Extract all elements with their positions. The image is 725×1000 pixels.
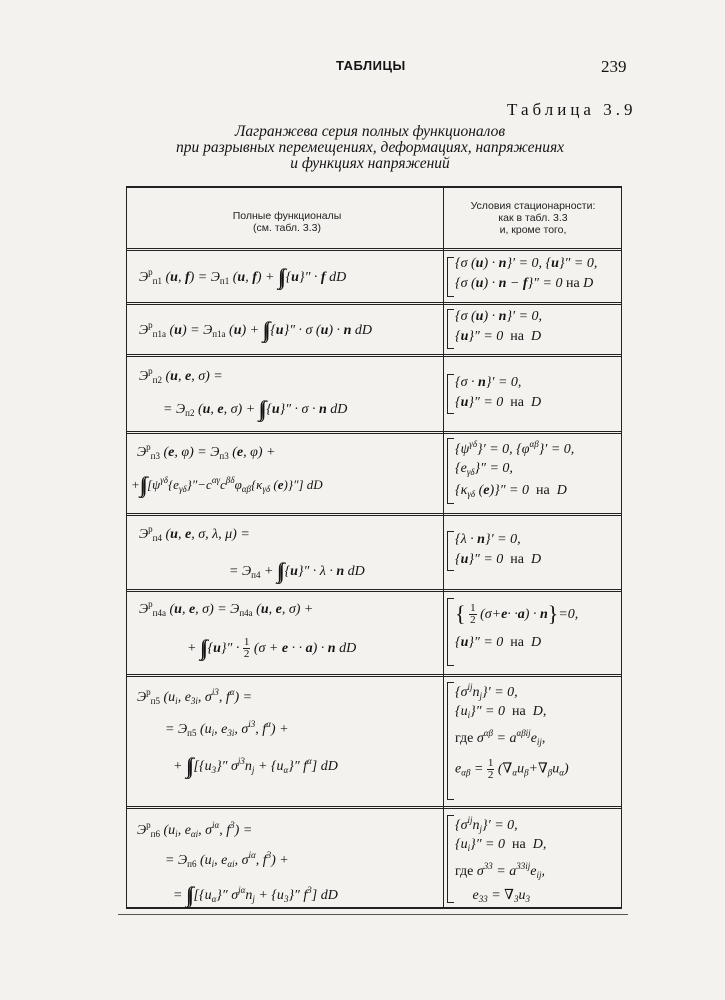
left-header-line-1: Полные функционалы [232, 210, 342, 222]
left-header-line-2: (см. табл. 3.3) [253, 222, 321, 234]
table-caption [120, 124, 620, 172]
page-number: 239 [601, 57, 627, 76]
functionals-table: Полные функционалы (см. табл. 3.3) Условия стационарности: как в табл. 3.3 и, кроме того, $Э^р_{п1}$ (u, $f) = Э_{п1}$ (u, f) + ∫∫ {u}″ · f dD {σ (u) · n}′ = 0, {u}″ = 0, {σ (u) · n − f}″ = 0 на D $Э^р_{п1a}$ $(u) = Э_{п1a}$ (u) + ∫∫ {u}″ · σ (u) · n dD {σ (u) · n}′ = 0, {u}″ = 0 на D $Э^р_{п2}$ (u, e, σ) = = $Э_{п2}$ (u, e, σ) + ∫∫ {u}″ · σ · n dD {σ · n}′ = 0, {u}″ = 0 на D $Э^р_{п3}$ (e, $\varphi) = Э_{п3}$ (e, φ) + +∫∫ [$\psi^{\gamma\delta}\{e_{\gamma\delta}\}''-c^{\alpha\gamma}c^{\beta\delta}\varphi_{\alpha\beta}\{\kappa_{\gamma\delta}$ (e)}″] dD $\{\psi^{\gamma\delta}\}' = 0$, $\{\varphi^{\alpha\beta}\}' = 0$, $\{e_{\gamma\delta}\}'' = 0$, {$\kappa_{\gamma\delta}$ (e)}″ = 0 на D $Э^р_{п4}$ (u, e, σ, λ, μ) = = $Э_{п4}$ + ∫∫ {u}″ · λ · n dD {λ · n}′ = 0, {u}″ = 0 на D $Э^р_{п4a}$ (u, e, $\sigma) = Э_{п4a}$ (u, e, σ) + + ∫∫ {u}″ · $\frac{1}{2}$ (σ + e · · a) · n dD { $\frac{1}{2}$ (σ+e· ·a) · n}=0, {u}″ = 0 на D $Э^р_{п5}$ ($u_i$, $e_{3i}$, $\sigma^{i3}$, $f^\alpha$) = = $Э_{п5}$ ($u_i$, $e_{3i}$, $\sigma^{i3}$, $f^\alpha$) + + ∫∫ [$\{u_3\}''$ $\sigma^{j3}n_j + \{u_\alpha\}''$ $f^\alpha$] dD $\{\sigma^{ij}n_j\}' = 0$, $\{u_i\}'' = 0$ на D, где $\sigma^{\alpha\beta} = a^{\alpha\beta ij}e_{ij}$, $e_{\alpha\beta}$ = $\frac{1}{2}$ $(\nabla_\alpha u_\beta+\nabla_\beta u_\alpha)$ $Э^р_{п6}$ ($u_i$, $e_{\alpha i}$, $\sigma^{i\alpha}$, $f^3$) = = $Э_{п6}$ ($u_i$, $e_{\alpha i}$, $\sigma^{i\alpha}$, $f^3$) + = ∫∫ [$\{u_\alpha\}''$ $\sigma^{j\alpha}n_j + \{u_3\}''$ $f^3$] dD $\{\sigma^{ij}n_j\}' = 0$, $\{u_i\}'' = 0$ на D, где $\sigma^{33} = a^{33ij}e_{ij}$, $e_{33} = \nabla_3u_3$ [126, 186, 622, 909]
functional-row-2: $Э^р_{п1a}$ $(u) = Э_{п1a}$ (u) + ∫∫ {u}″ · σ (u) · n dD [139, 317, 372, 342]
condition-bracket [447, 257, 454, 297]
condition-bracket [447, 682, 454, 800]
row-separator [127, 354, 621, 357]
right-column-header [445, 200, 621, 236]
condition-bracket [447, 531, 454, 571]
table-label: Таблица 3.9 [507, 100, 637, 119]
functional-row-1: $Э^р_{п1}$ (u, $f) = Э_{п1}$ (u, f) + ∫∫ {u}″ · f dD [139, 264, 347, 289]
condition-bracket [447, 309, 454, 349]
right-header-line-2: как в табл. 3.3 [498, 212, 568, 224]
condition-bracket [447, 815, 454, 903]
row-separator [127, 589, 621, 592]
row-separator [127, 431, 621, 434]
row-separator [127, 302, 621, 305]
bottom-rule [118, 914, 628, 915]
row-separator [127, 513, 621, 516]
running-head: ТАБЛИЦЫ [336, 58, 406, 73]
row-separator [127, 806, 621, 809]
caption-line-3: и функциях напряжений [290, 155, 450, 172]
caption-line-1: Лагранжева серия полных функционалов [234, 123, 506, 140]
left-column-header [167, 210, 407, 234]
condition-bracket [447, 438, 454, 504]
condition-bracket [447, 598, 454, 666]
row-separator [127, 674, 621, 677]
right-header-line-1: Условия стационарности: [470, 200, 596, 212]
caption-line-2: при разрывных перемещениях, деформациях, напряжениях [175, 139, 565, 156]
condition-bracket [447, 374, 454, 414]
column-divider [443, 188, 444, 907]
right-header-line-3: и, кроме того, [499, 224, 567, 236]
header-separator [127, 248, 621, 251]
